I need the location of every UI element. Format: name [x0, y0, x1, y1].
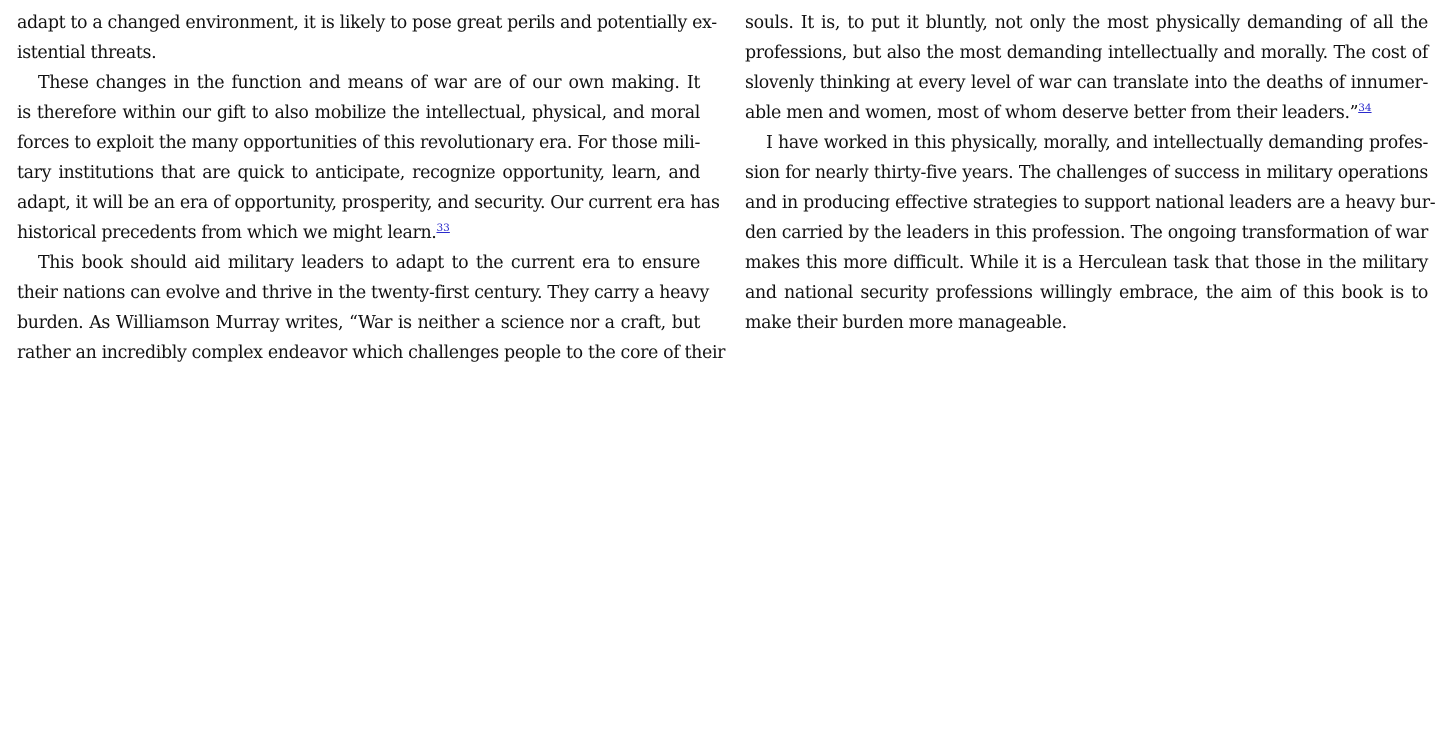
- right-text-column: [745, 8, 1436, 338]
- text-line: tary institutions that are quick to anticipate, recognize opportunity, learn, and: [17, 163, 700, 183]
- paragraph-end-line: [17, 218, 700, 248]
- paragraph-start-line: This book should aid military leaders to adapt to the current era to ensure: [38, 253, 700, 273]
- text-line: rather an incredibly complex endeavor which challenges people to the core of their: [17, 343, 726, 363]
- text-line: adapt to a changed environment, it is likely to pose great perils and potentially ex-: [17, 13, 717, 33]
- text-line: souls. It is, to put it bluntly, not only the most physically demanding of all the: [745, 13, 1428, 33]
- text-line: professions, but also the most demanding intellectually and morally. The cost of: [745, 43, 1428, 63]
- paragraph-start-line: I have worked in this physically, morally, and intellectually demanding profes-: [766, 133, 1428, 153]
- line-text: historical precedents from which we might learn.: [17, 223, 437, 243]
- paragraph-start-line: These changes in the function and means of war are of our own making. It: [38, 73, 700, 93]
- text-line: adapt, it will be an era of opportunity, prosperity, and security. Our current era has: [17, 193, 720, 213]
- paragraph-end-line: istential threats.: [17, 43, 157, 63]
- text-line: burden. As Williamson Murray writes, “War is neither a science nor a craft, but: [17, 313, 700, 333]
- line-text: able men and women, most of whom deserve better from their leaders.”: [745, 103, 1359, 123]
- text-line: and in producing effective strategies to support national leaders are a heavy bur-: [745, 193, 1436, 213]
- text-line: sion for nearly thirty-five years. The challenges of success in military operations: [745, 163, 1428, 183]
- text-line: slovenly thinking at every level of war can translate into the deaths of innumer-: [745, 73, 1428, 93]
- text-line: forces to exploit the many opportunities of this revolutionary era. For those mili-: [17, 133, 700, 153]
- text-line: den carried by the leaders in this profession. The ongoing transformation of war: [745, 223, 1428, 243]
- footnote-link-34[interactable]: 34: [1358, 102, 1372, 114]
- paragraph-end-line: make their burden more manageable.: [745, 313, 1067, 333]
- footnote-link-33[interactable]: 33: [436, 222, 450, 234]
- left-text-column: [17, 8, 726, 368]
- text-line: and national security professions willingly embrace, the aim of this book is to: [745, 283, 1428, 303]
- text-line: makes this more difficult. While it is a Herculean task that those in the military: [745, 253, 1428, 273]
- text-line: their nations can evolve and thrive in the twenty-first century. They carry a heavy: [17, 283, 709, 303]
- text-line: is therefore within our gift to also mobilize the intellectual, physical, and moral: [17, 103, 700, 123]
- paragraph-end-line: [745, 98, 1428, 128]
